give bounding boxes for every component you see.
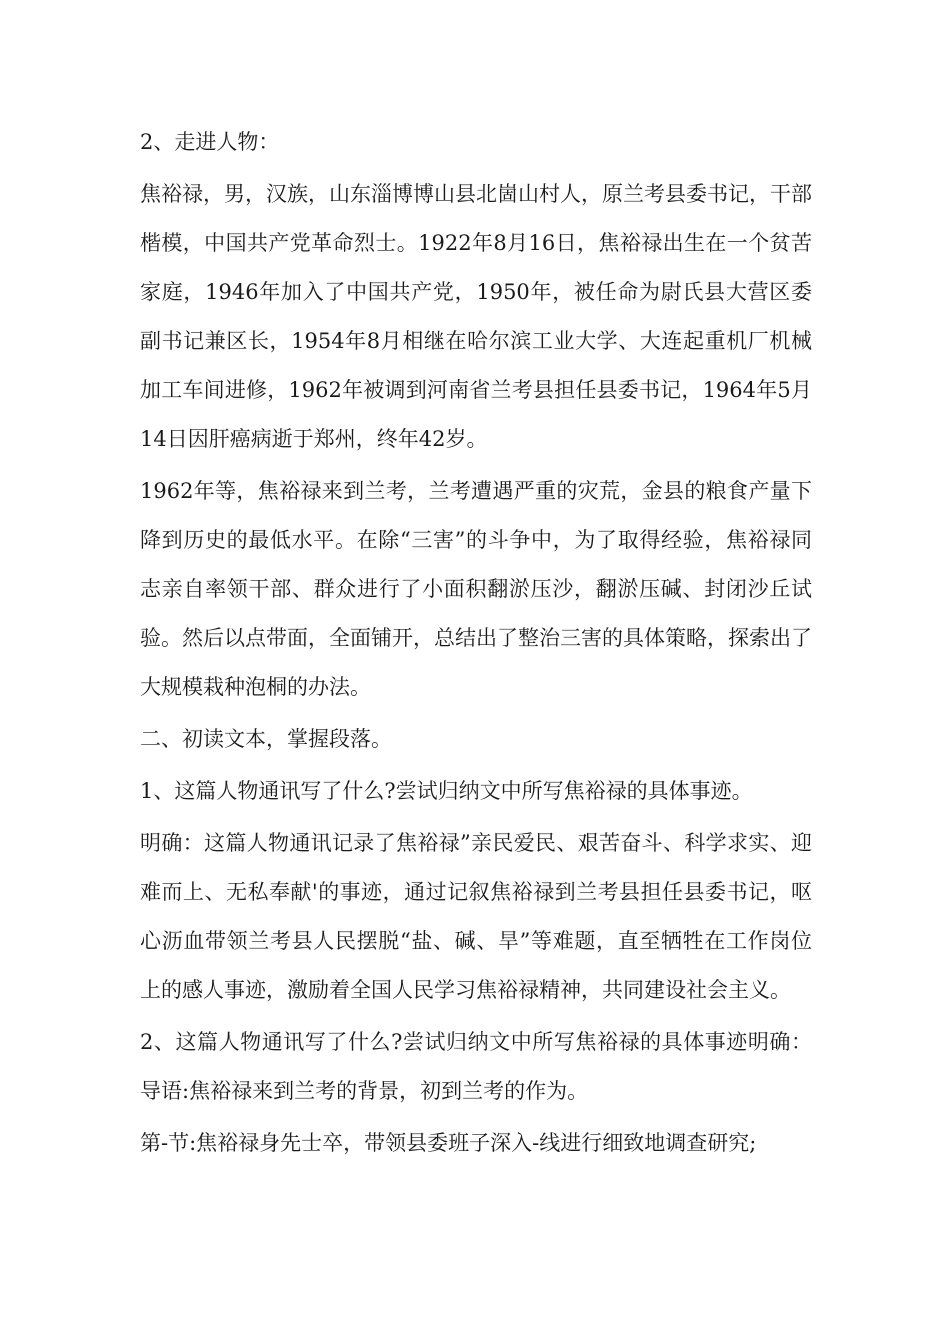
section-one-summary: 第-节:焦裕禄身先士卒，带领县委班子深入-线进行细致地调查研究;	[140, 1131, 757, 1155]
section-heading-first-reading: 二、初读文本，掌握段落。	[140, 727, 392, 751]
biography-paragraph: 焦裕禄，男，汉族，山东淄博博山县北崮山村人，原兰考县委书记，干部楷模，中国共产党革命烈士。1922年8月16日，焦裕禄出生在一个贫苦家庭，1946年加入了中国共产党，1950年，被任命为尉氏县大营区委副书记兼区长，1954年8月相继在哈尔滨工业大学、大连起重机厂机械加工车间进修，1962年被调到河南省兰考县担任县委书记，1964年5月14日因肝癌病逝于郑州，终年42岁。	[140, 182, 812, 451]
question-1: 1、这篇人物通讯写了什么?尝试归纳文中所写焦裕禄的具体事迹。	[140, 779, 753, 803]
document-body	[140, 118, 812, 1171]
question-2-paragraph: 2、这篇人物通讯写了什么?尝试归纳文中所写焦裕禄的具体事迹明确：导语:焦裕禄来到兰考的背景，初到兰考的作为。	[140, 1030, 812, 1103]
lankao-background-paragraph: 1962年等，焦裕禄来到兰考，兰考遭遇严重的灾荒，金县的粮食产量下降到历史的最低水平。在除“三害”的斗争中，为了取得经验，焦裕禄同志亲自率领干部、群众进行了小面积翻淤压沙，翻淤压碱、封闭沙丘试验。然后以点带面，全面铺开，总结出了整治三害的具体策略，探索出了大规模栽种泡桐的办法。	[140, 479, 812, 699]
answer-1-paragraph: 明确：这篇人物通讯记录了焦裕禄”亲民爱民、艰苦奋斗、科学求实、迎难而上、无私奉献'的事迹，通过记叙焦裕禄到兰考县担任县委书记，呕心沥血带领兰考县人民摆脱“盐、碱、旱”等难题，直至牺牲在工作岗位上的感人事迹，激励着全国人民学习焦裕禄精神，共同建设社会主义。	[140, 831, 812, 1002]
section-heading-meet-the-person: 2、走进人物：	[140, 130, 280, 154]
